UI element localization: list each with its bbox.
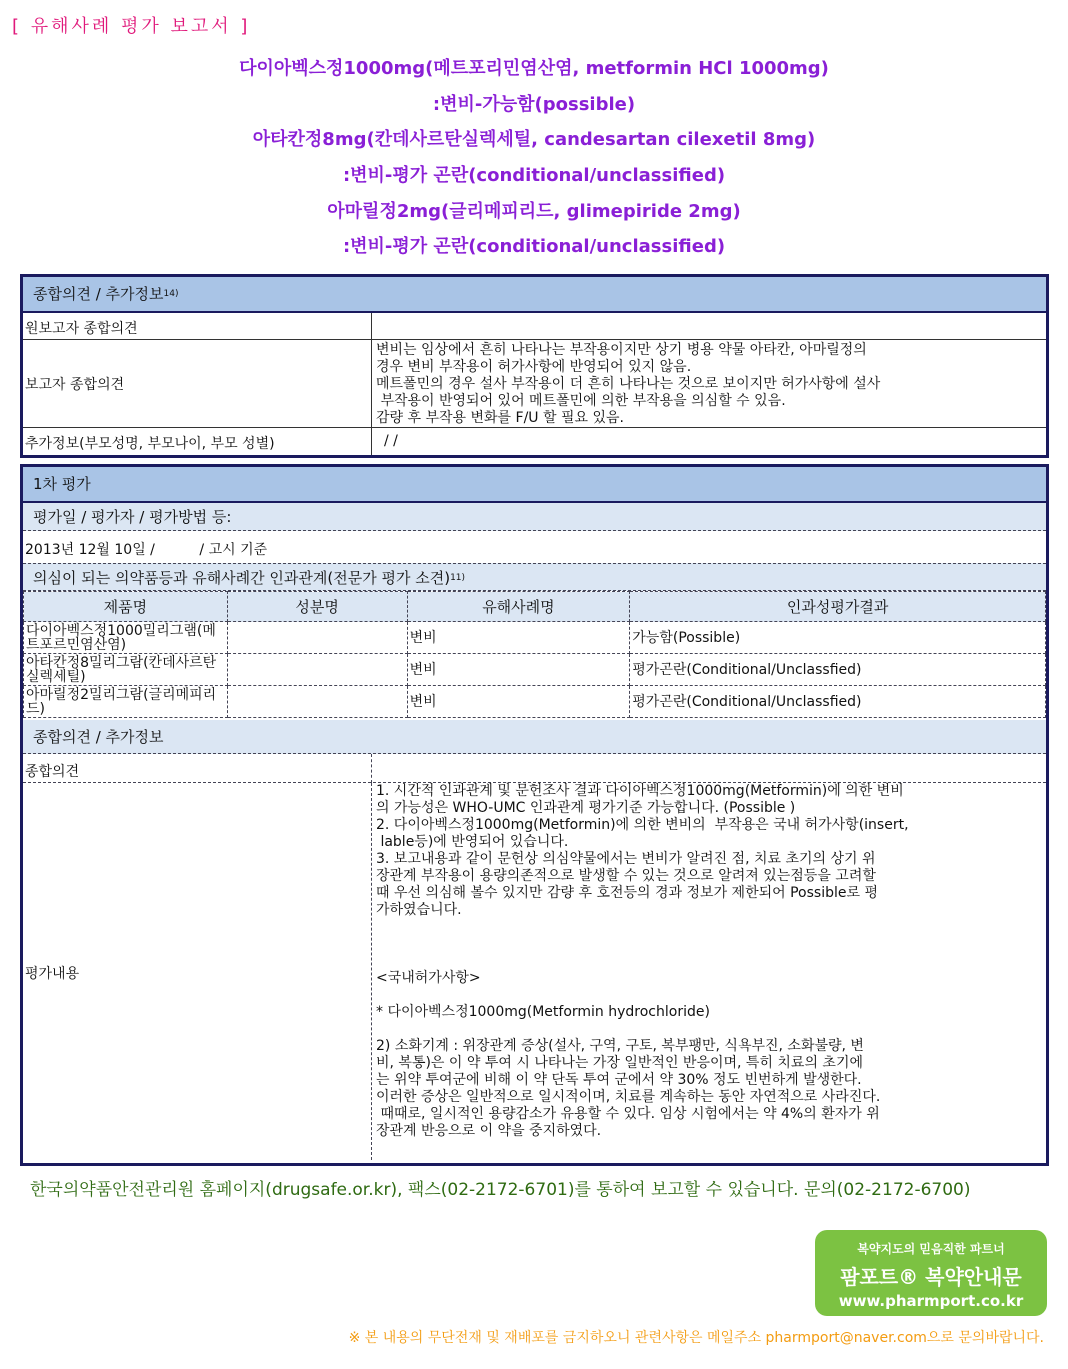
product-cell: 다이아벡스정1000밀리그램(메트포르민염산염)	[24, 622, 228, 654]
adverse-event-cell: 변비	[407, 686, 630, 718]
adverse-event-cell: 변비	[407, 622, 630, 654]
causality-table	[23, 591, 1046, 718]
reporter-opinion-value: 변비는 임상에서 흔히 나타나는 부작용이지만 상기 병용 약물 아타칸, 아마릴정의 경우 변비 부작용이 허가사항에 반영되어 있지 않음. 메트폴민의 경우 설사 부작용이 더 흔히 나타나는 것으로 보이지만 허가사항에 설사 부작용이 반영되어 있어 메트폴민에 의한 부작용을 의심할 수 있음. 감량 후 부작용 변화를 F/U 할 필요 있음.	[371, 340, 880, 427]
column-header: 제품명	[24, 592, 228, 622]
section-header: 종합의견 / 추가정보$^{14)}$	[23, 277, 1046, 313]
column-header: 유해사례명	[407, 592, 630, 622]
drug-line: 다이아벡스정1000mg(메트포리민염산염, metformin HCl 1000mg)	[239, 58, 829, 79]
drug-line: 아타칸정8mg(칸데사르탄실렉세틸, candesartan cilexetil 8mg)	[252, 129, 816, 151]
ingredient-cell	[227, 654, 407, 686]
ingredient-cell	[227, 622, 407, 654]
reporter-opinion-row	[23, 340, 1046, 428]
causality-result-cell: 평가곤란(Conditional/Unclassfied)	[630, 686, 1046, 718]
column-header: 성분명	[227, 592, 407, 622]
evaluation-content-label: 평가내용	[25, 966, 80, 982]
drug-assessment-list	[0, 56, 1068, 270]
drug-line: :변비-평가 곤란(conditional/unclassified)	[342, 165, 726, 187]
pharmport-logo[interactable]	[815, 1230, 1047, 1316]
causality-header: 의심이 되는 의약품등과 유해사례간 인과관계(전문가 평가 소견)$^{11)}$	[23, 563, 1046, 591]
evaluation-date-header: 평가일 / 평가자 / 평가방법 등:	[23, 503, 1046, 531]
summary-opinion-value	[371, 754, 372, 783]
product-cell: 아마릴정2밀리그람(글리메피리드)	[24, 686, 228, 718]
drug-line: 아마릴정2mg(글리메피리드, glimepiride 2mg)	[327, 200, 741, 222]
column-header: 인과성평가결과	[630, 592, 1046, 622]
drug-line: :변비-평가 곤란(conditional/unclassified)	[342, 236, 726, 258]
table-row	[24, 686, 1046, 718]
product-cell: 아타칸정8밀리그람(칸데사르탄실렉세틸)	[24, 654, 228, 686]
logo-url[interactable]: www.pharmport.co.kr	[838, 1292, 1024, 1310]
evaluation-content-text: 1. 시간적 인과관계 및 문헌조사 결과 다이아벡스정1000mg(Metformin)에 의한 변비 의 가능성은 WHO-UMC 인과관계 평가기준 가능합니다. (Possible ) 2. 다이아벡스정1000mg(Metformin)에 의한 변비의 부작용은 국내 허가사항(insert, lable등)에 반영되어 있습니다. 3. 보고내용과 같이 문헌상 의심약물에서는 변비가 알려진 점, 치료 초기의 상기 위 장관계 부작용이 용량의존적으로 발생할 수 있는 것으로 알려져 있는점등을 고려할 때 우선 의심해 볼수 있지만 감량 후 호전등의 경과 정보가 제한되어 Possible로 평 가하였습니다. <국내허가사항> * 다이아벡스정1000mg(Metformin hydrochloride) 2) 소화기계 : 위장관계 증상(설사, 구역, 구토, 복부팽만, 식욕부진, 소화불량, 변 비, 복통)은 이 약 투여 시 나타나는 가장 일반적인 반응이며, 특히 치료의 초기에 는 위약 투여군에 비해 이 약 단독 투여 군에서 약 30% 정도 빈번하게 발생한다. 이러한 증상은 일반적으로 일시적이며, 치료를 계속하는 동안 자연적으로 사라진다. 때때로, 일시적인 용량감소가 유용할 수 있다. 임상 시험에서는 약 4%의 환자가 위 장관계 반응으로 이 약을 중지하였다.	[371, 783, 1043, 1160]
adverse-event-cell: 변비	[407, 654, 630, 686]
extra-info-value: / /	[371, 428, 398, 455]
table-header-row	[24, 592, 1046, 622]
table-row	[24, 622, 1046, 654]
reporting-contact-footer: 한국의약품안전관리원 홈페이지(drugsafe.or.kr), 팩스(02-2172-6701)를 통하여 보고할 수 있습니다. 문의(02-2172-6700)	[30, 1180, 971, 1200]
extra-info-label: 추가정보(부모성명, 부모나이, 부모 성별)	[25, 436, 275, 452]
summary-opinion-label: 종합의견	[25, 764, 80, 780]
logo-tagline: 복약지도의 믿음직한 파트너	[857, 1242, 1005, 1256]
drug-line: :변비-가능함(possible)	[432, 93, 636, 115]
causality-result-cell: 가능함(Possible)	[630, 622, 1046, 654]
original-reporter-row	[23, 313, 1046, 340]
table-row	[24, 654, 1046, 686]
copyright-notice: ※ 본 내용의 무단전재 및 재배포를 금지하오니 관련사항은 메일주소 pharmport@naver.com으로 문의바랍니다.	[348, 1330, 1044, 1346]
document-title: [ 유해사례 평가 보고서 ]	[12, 16, 251, 37]
summary-header: 종합의견 / 추가정보	[23, 720, 1046, 754]
first-evaluation-section	[20, 464, 1049, 1166]
ingredient-cell	[227, 686, 407, 718]
reporter-opinion-label: 보고자 종합의견	[25, 377, 125, 393]
summary-opinion-section	[20, 274, 1049, 458]
section-header: 1차 평가	[23, 467, 1046, 503]
original-reporter-value	[371, 313, 376, 339]
logo-name: 팜포트® 복약안내문	[840, 1265, 1022, 1289]
original-reporter-label: 원보고자 종합의견	[25, 321, 138, 337]
causality-result-cell: 평가곤란(Conditional/Unclassfied)	[630, 654, 1046, 686]
extra-info-row	[23, 428, 1046, 455]
evaluation-date-value: 2013년 12월 10일 / / 고시 기준	[25, 542, 268, 558]
